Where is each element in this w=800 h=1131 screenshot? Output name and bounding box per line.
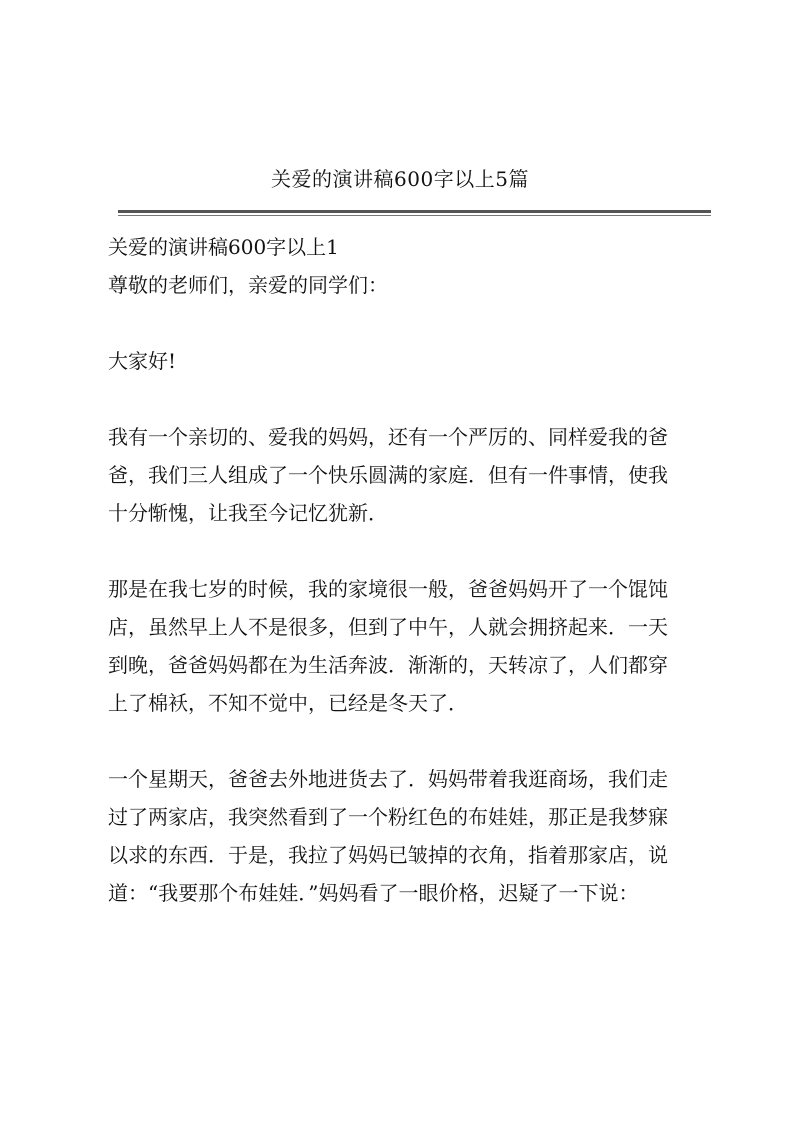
paragraph-line: 道：“我要那个布娃娃．”妈妈看了一眼价格，迟疑了一下说： [108,881,639,905]
paragraph-gap [108,380,712,418]
title-rule-thick [118,210,711,213]
paragraph-gap [108,532,712,570]
document-body [108,228,712,912]
paragraph-2 [108,570,712,722]
paragraph-line: 上了棉袄，不知不觉中，已经是冬天了． [108,691,468,715]
paragraph-line: 我有一个亲切的、爱我的妈妈，还有一个严厉的、同样爱我的爸 [108,425,668,449]
title-rule-thin [118,215,711,216]
paragraph-3 [108,760,712,912]
paragraph-line: 到晚，爸爸妈妈都在为生活奔波．渐渐的，天转凉了，人们都穿 [108,653,668,677]
document-title: 关爱的演讲稿600字以上5篇 [271,167,529,191]
paragraph-line: 以求的东西．于是，我拉了妈妈已皱掉的衣角，指着那家店，说 [108,843,668,867]
paragraph-line: 过了两家店，我突然看到了一个粉红色的布娃娃，那正是我梦寐 [108,805,668,829]
paragraph-gap [108,722,712,760]
paragraph-1 [108,418,712,532]
paragraph-line: 那是在我七岁的时候，我的家境很一般，爸爸妈妈开了一个馄饨 [108,577,668,601]
salutation: 尊敬的老师们，亲爱的同学们： [108,273,388,297]
paragraph-line: 店，虽然早上人不是很多，但到了中午，人就会拥挤起来．一天 [108,615,668,639]
greeting: 大家好! [108,349,177,373]
paragraph-line: 爸，我们三人组成了一个快乐圆满的家庭．但有一件事情，使我 [108,463,668,487]
paragraph-line: 十分惭愧，让我至今记忆犹新． [108,501,388,525]
paragraph-line: 一个星期天，爸爸去外地进货去了．妈妈带着我逛商场，我们走 [108,767,668,791]
paragraph-gap [108,304,712,342]
section-heading: 关爱的演讲稿600字以上1 [108,235,339,259]
